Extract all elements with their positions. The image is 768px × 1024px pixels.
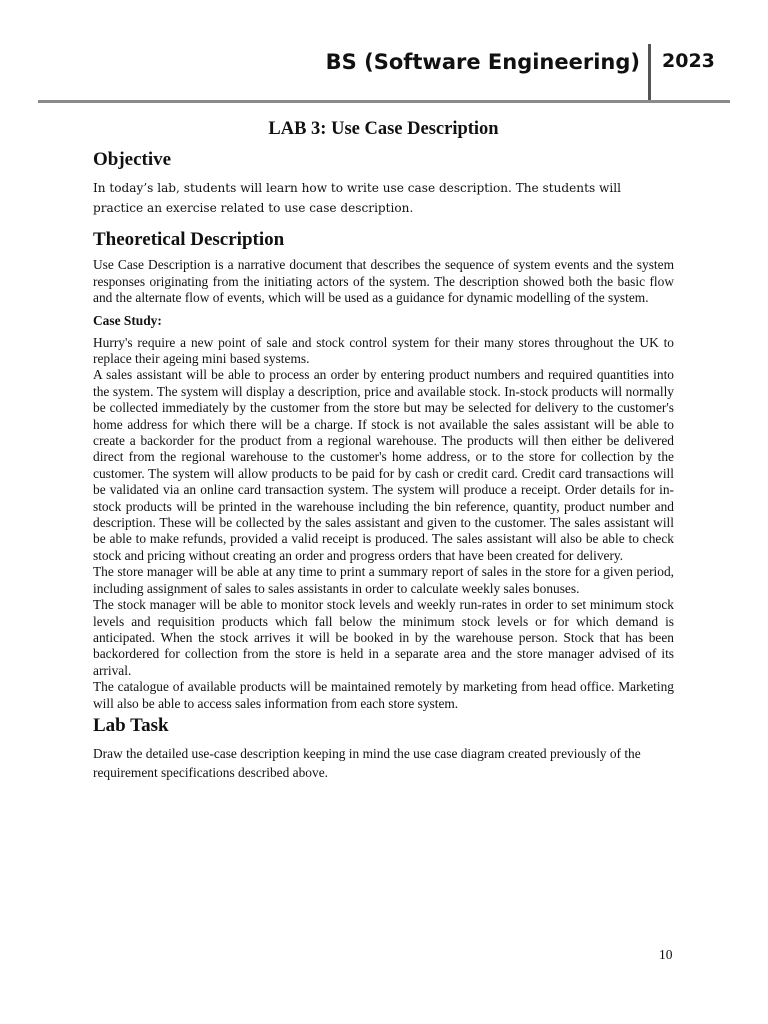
page-number: 10 <box>659 947 673 962</box>
theory-heading: Theoretical Description <box>93 228 285 250</box>
header-rule <box>38 100 730 103</box>
header-year: 2023 <box>662 50 715 72</box>
header-title: BS (Software Engineering) <box>325 50 640 74</box>
case-study-paragraph: The catalogue of available products will be maintained remotely by marketing from head office. Marketing will also be able to access sales information from each store system. <box>93 679 674 711</box>
case-study-paragraph: The stock manager will be able to monitor stock levels and weekly run-rates in order to set minimum stock levels and requisition products which fall below the minimum stock levels or for which demand is anticipated. When the stock arrives it will be booked in by the warehouse person. Stock that has been backordered for collection from the store is held in a separate area and the store manager advised of its arrival. <box>93 597 674 678</box>
theory-text: Use Case Description is a narrative document that describes the sequence of system events and the system responses originating from the initiating actors of the system. The description showed both the basic flow and the alternate flow of events, which will be used as a guidance for dynamic modelling of the system. <box>93 257 674 306</box>
case-study-label: Case Study: <box>93 312 162 328</box>
lab-task-text: Draw the detailed use-case description keeping in mind the use case diagram created previously of the requirement specifications described above. <box>93 745 641 780</box>
lab-title: LAB 3: Use Case Description <box>268 119 499 139</box>
lab-task-heading: Lab Task <box>93 714 169 736</box>
page-header <box>38 44 730 102</box>
case-study-paragraph: A sales assistant will be able to process an order by entering product numbers and required quantities into the system. The system will display a description, price and available stock. In-stock products will normally be collected immediately by the customer from the store but may be selected for delivery to the customer's home address for which there will be a charge. If stock is not available the sales assistant will be able to create a backorder for the product from a regional warehouse. The products will then either be delivered direct from the regional warehouse to the customer's home address, or to the store for collection by the customer. The system will allow products to be paid for by cash or credit card. Credit card transactions will be validated via an online card transaction system. The system will produce a receipt. Order details for in-stock products will be printed in the warehouse including the bin reference, quantity, product number and description. These will be collected by the sales assistant and given to the customer. The sales assistant will be able to make refunds, provided a valid receipt is produced. The sales assistant will also be able to check stock and pricing without creating an order and progress orders that have been created for delivery. <box>93 367 674 563</box>
case-study-paragraph: Hurry's require a new point of sale and stock control system for their many stores throughout the UK to replace their ageing mini based systems. <box>93 334 674 366</box>
document-body <box>93 119 674 782</box>
objective-heading: Objective <box>93 149 172 170</box>
header-divider <box>648 44 651 102</box>
case-study-paragraph: The store manager will be able at any time to print a summary report of sales in the store for a given period, including assignment of sales to sales assistants in order to calculate weekly sales bonuses. <box>93 564 674 596</box>
objective-text: In today’s lab, students will learn how to write use case description. The students will practice an exercise related to use case description. <box>93 180 621 215</box>
